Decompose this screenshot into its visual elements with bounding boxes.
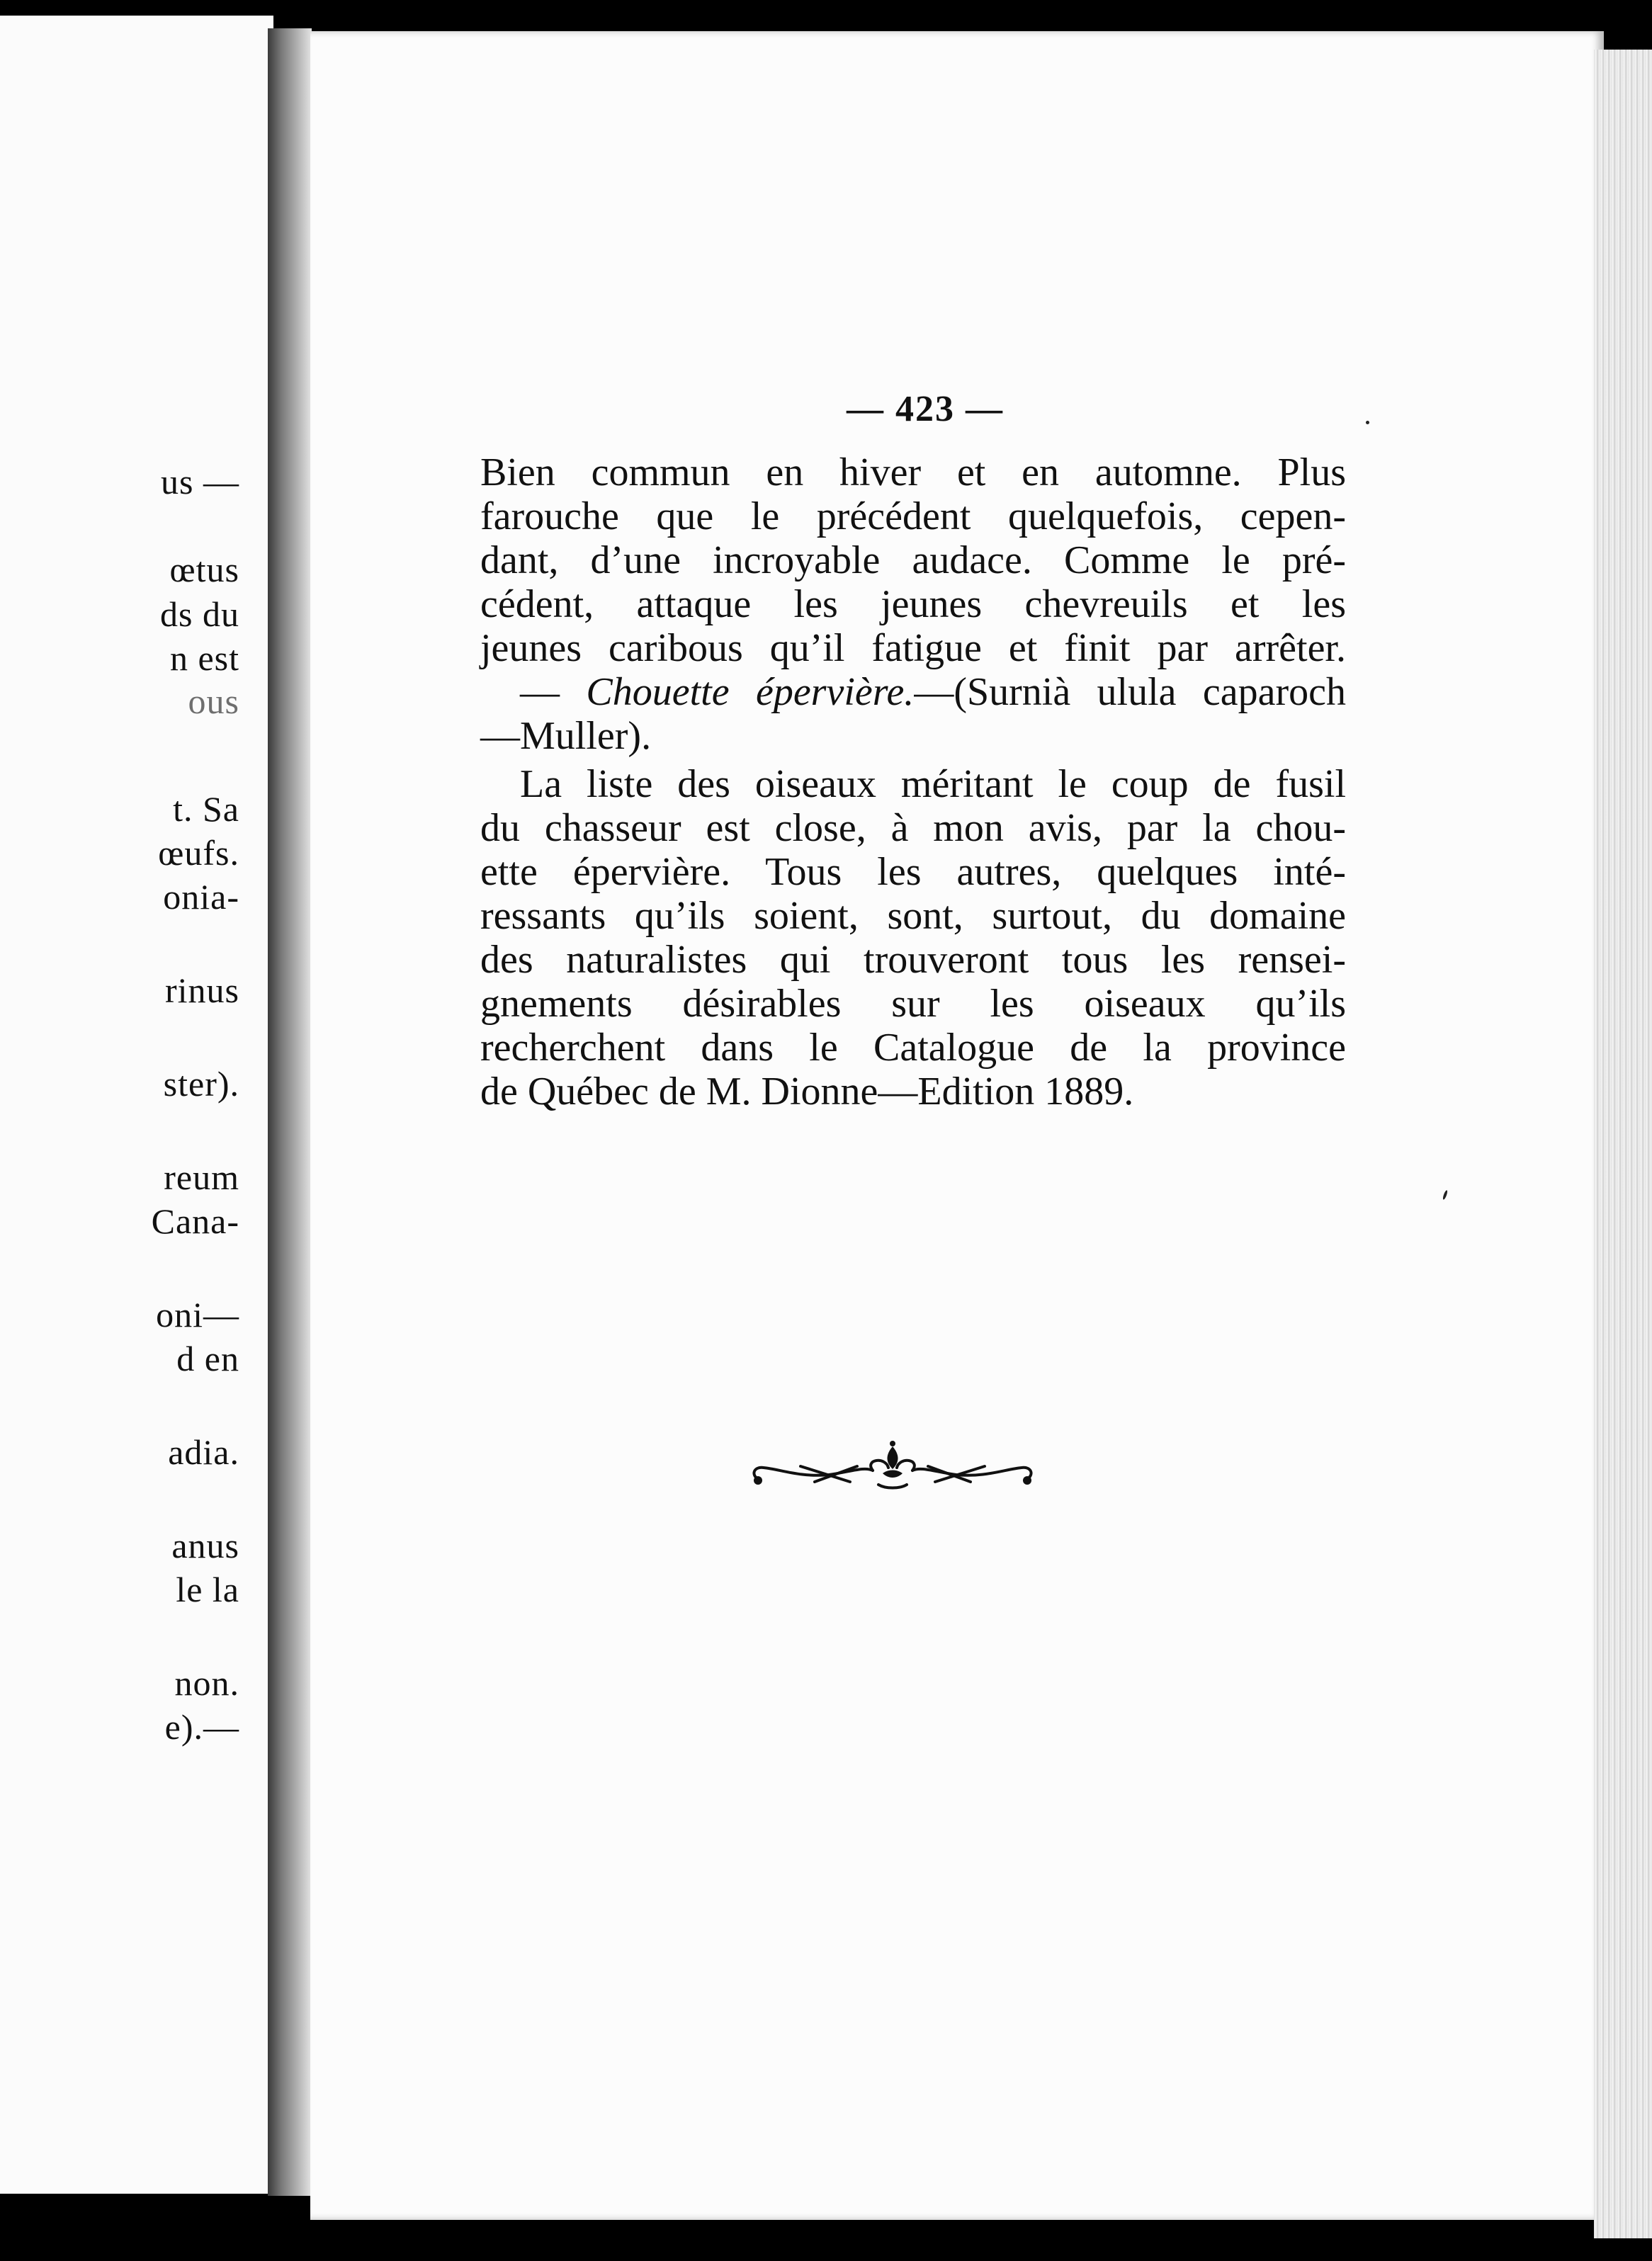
text-line: recherchent dans le Catalogue de la province [480,1026,1346,1070]
text-line: dant, d’une incroyable audace. Comme le pré- [480,538,1346,582]
text-line: jeunes caribous qu’il fatigue et finit par arrêter. [480,626,1346,670]
left-line: onia- [163,877,239,917]
text-line: ette épervière. Tous les autres, quelques inté- [480,850,1346,894]
left-line: n est [169,638,239,678]
paragraph-1 [480,450,1346,670]
scan-speck [1366,421,1369,424]
previous-page-fragment [0,16,273,2194]
text-line: cédent, attaque les jeunes chevreuils et les [480,582,1346,626]
book-gutter [268,28,312,2196]
current-page [310,31,1604,2220]
text-line: des naturalistes qui trouveront tous les rensei- [480,938,1346,982]
left-line: us — [161,462,239,502]
left-line: œufs. [158,833,239,873]
em-dash: — [520,670,587,714]
text-line: ressants qu’ils soient, sont, surtout, du domaine [480,894,1346,938]
text-line: de Québec de M. Dionne—Edition 1889. [480,1070,1134,1114]
left-line: Cana- [151,1201,239,1241]
left-line: ster). [163,1064,239,1104]
species-common-name: Chouette épervière. [586,670,915,714]
text-line: La liste des oiseaux méritant le coup de fusil [520,762,1346,806]
text-line: du chasseur est close, à mon avis, par la chou- [480,806,1346,850]
left-line: anus [171,1526,239,1565]
left-line: rinus [165,970,239,1010]
fleuron-ornament-icon [744,1438,1041,1509]
text-line: Bien commun en hiver et en automne. Plus [480,450,1346,494]
text-line: farouche que le précédent quelquefois, cepen- [480,494,1346,538]
left-line: œtus [169,550,239,589]
left-line: t. Sa [173,789,239,829]
left-line: oni— [156,1295,239,1334]
page-edges [1594,50,1652,2238]
left-line: e).— [164,1707,239,1747]
left-line: d en [176,1339,239,1378]
text-line: —Muller). [480,714,652,758]
paragraph-2-continued [480,714,1346,758]
species-entry-line [520,670,1346,714]
species-latin-name: —(Surnià ulula caparoch [914,670,1346,714]
paragraph-3 [480,762,1346,1114]
text-line: gnements désirables sur les oiseaux qu’ils [480,982,1346,1026]
paragraph-2 [480,670,1346,714]
left-line: reum [164,1157,239,1197]
previous-page-lines [0,16,273,2194]
left-line: ous [188,681,239,721]
left-line: le la [176,1570,239,1609]
left-line: ds du [160,594,239,634]
left-line: non. [174,1663,239,1703]
page-body [480,450,1346,1114]
left-line: adia. [168,1432,239,1472]
page-number: — 423 — [847,389,1004,429]
